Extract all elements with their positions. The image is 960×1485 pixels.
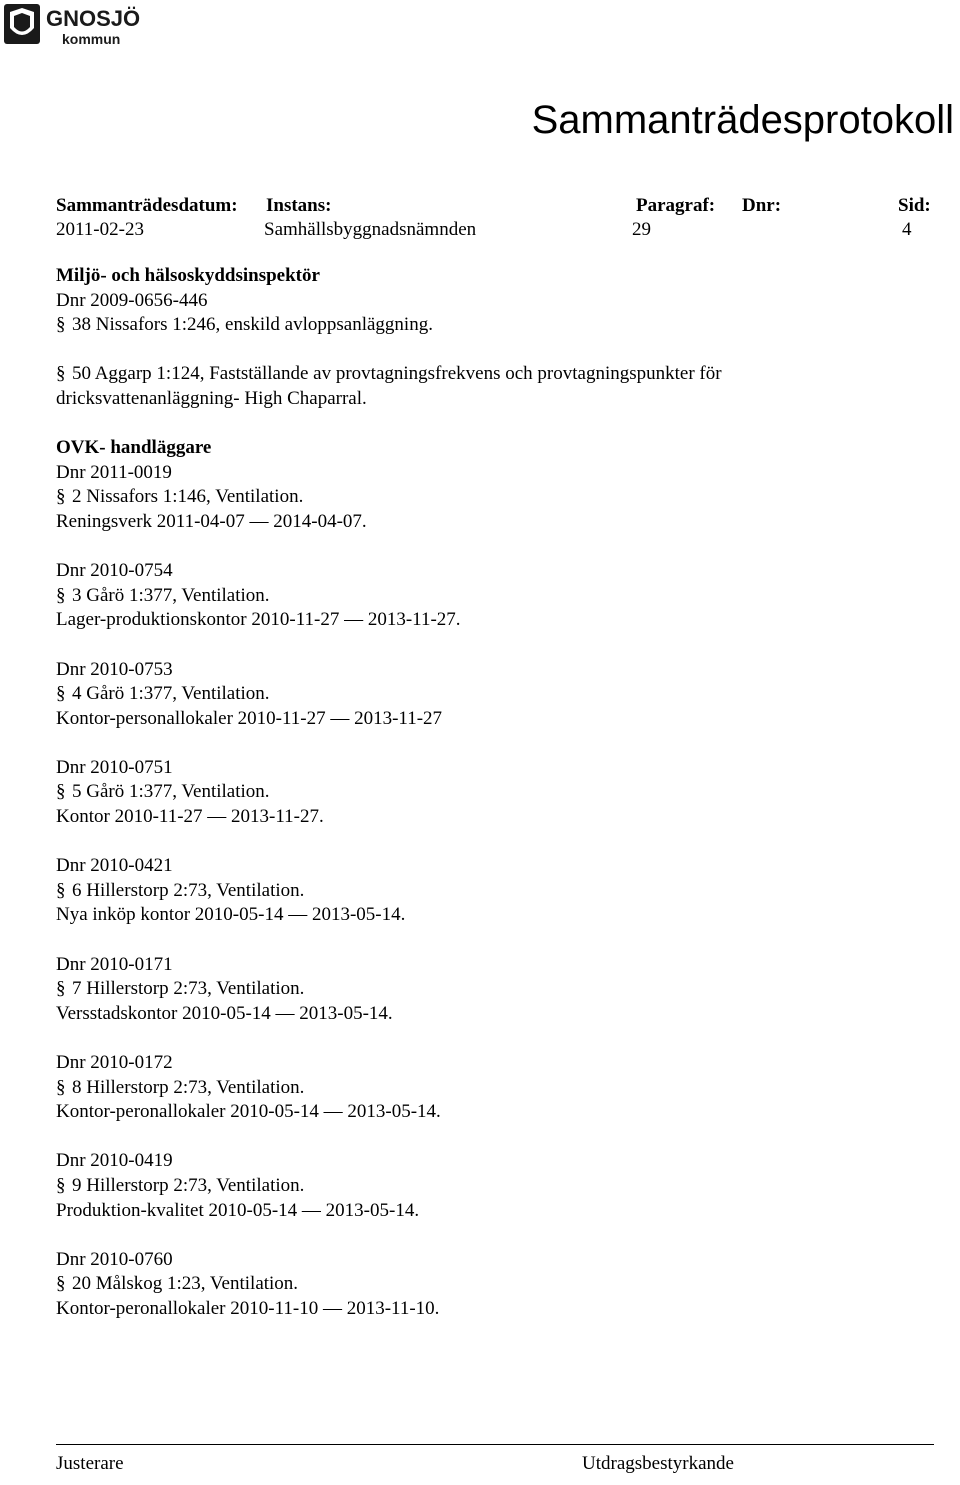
case-description: Kontor 2010-11-27 — 2013-11-27. <box>56 806 324 828</box>
document-title: Sammanträdesprotokoll <box>531 98 954 142</box>
case-dnr: Dnr 2010-0753 <box>56 658 173 680</box>
paragraph-mark: § <box>56 314 66 336</box>
header-label-instance: Instans: <box>266 195 332 216</box>
header-label-date: Sammanträdesdatum: <box>56 195 238 216</box>
header-label-paragraph: Paragraf: <box>636 195 716 216</box>
header-value-paragraph: 29 <box>632 219 651 240</box>
logo-subtitle: kommun <box>62 31 121 47</box>
paragraph-mark: § <box>56 781 66 803</box>
header-label-dnr: Dnr: <box>742 195 782 216</box>
case-item: § 4 Gårö 1:377, Ventilation. <box>56 682 936 707</box>
footer-rule <box>56 1444 934 1445</box>
case-item-continued: dricksvattenanläggning- High Chaparral. <box>56 387 367 409</box>
case-dnr: Dnr 2009-0656-446 <box>56 289 208 311</box>
case-item: § 5 Gårö 1:377, Ventilation. <box>56 780 936 805</box>
paragraph-mark: § <box>56 486 66 508</box>
paragraph-mark: § <box>56 683 66 705</box>
case-item: § 20 Målskog 1:23, Ventilation. <box>56 1272 936 1297</box>
case-description: Kontor-peronallokaler 2010-11-10 — 2013-11-10. <box>56 1297 440 1319</box>
paragraph-mark: § <box>56 584 66 606</box>
case-description: Kontor-personallokaler 2010-11-27 — 2013-11-27 <box>56 707 443 729</box>
header-value-instance: Samhällsbyggnadsnämnden <box>264 219 477 240</box>
footer-certification-label: Utdragsbestyrkande <box>582 1453 734 1474</box>
case-item: § 7 Hillerstorp 2:73, Ventilation. <box>56 977 936 1002</box>
footer-adjuster-label: Justerare <box>56 1453 124 1474</box>
gnosjo-kommun-logo <box>2 2 172 48</box>
case-description: Lager-produktionskontor 2010-11-27 — 2013-11-27. <box>56 609 461 631</box>
case-dnr: Dnr 2010-0171 <box>56 953 173 975</box>
logo-name: GNOSJÖ <box>46 6 141 31</box>
header-value-page: 4 <box>902 219 912 240</box>
case-dnr: Dnr 2011-0019 <box>56 461 172 483</box>
section-heading: OVK- handläggare <box>56 437 212 459</box>
case-dnr: Dnr 2010-0421 <box>56 855 173 877</box>
paragraph-mark: § <box>56 363 66 385</box>
paragraph-mark: § <box>56 1273 66 1295</box>
case-dnr: Dnr 2010-0760 <box>56 1248 173 1270</box>
case-item: § 38 Nissafors 1:246, enskild avloppsanläggning. <box>56 313 936 338</box>
paragraph-mark: § <box>56 978 66 1000</box>
case-item: § 2 Nissafors 1:146, Ventilation. <box>56 485 936 510</box>
case-dnr: Dnr 2010-0172 <box>56 1052 173 1073</box>
paragraph-mark: § <box>56 1174 66 1196</box>
case-item: § 6 Hillerstorp 2:73, Ventilation. <box>56 879 936 904</box>
case-dnr: Dnr 2010-0419 <box>56 1150 173 1172</box>
section-heading: Miljö- och hälsoskyddsinspektör <box>56 265 320 286</box>
case-description: Kontor-peronallokaler 2010-05-14 — 2013-05-14. <box>56 1101 441 1123</box>
protocol-body <box>56 264 936 1322</box>
paragraph-mark: § <box>56 1076 66 1098</box>
header-label-page: Sid: <box>898 195 931 216</box>
header-value-date: 2011-02-23 <box>56 219 144 240</box>
case-item: § 50 Aggarp 1:124, Fastställande av provtagningsfrekvens och provtagningspunkter för <box>56 362 936 387</box>
case-dnr: Dnr 2010-0754 <box>56 560 173 582</box>
case-item: § 9 Hillerstorp 2:73, Ventilation. <box>56 1174 936 1199</box>
case-description: Nya inköp kontor 2010-05-14 — 2013-05-14. <box>56 904 406 926</box>
case-description: Produktion-kvalitet 2010-05-14 — 2013-05-14. <box>56 1199 420 1221</box>
case-dnr: Dnr 2010-0751 <box>56 756 173 778</box>
paragraph-mark: § <box>56 879 66 901</box>
case-description: Versstadskontor 2010-05-14 — 2013-05-14. <box>56 1002 393 1024</box>
case-description: Reningsverk 2011-04-07 — 2014-04-07. <box>56 510 367 532</box>
case-item: § 8 Hillerstorp 2:73, Ventilation. <box>56 1076 936 1101</box>
case-item: § 3 Gårö 1:377, Ventilation. <box>56 584 936 609</box>
